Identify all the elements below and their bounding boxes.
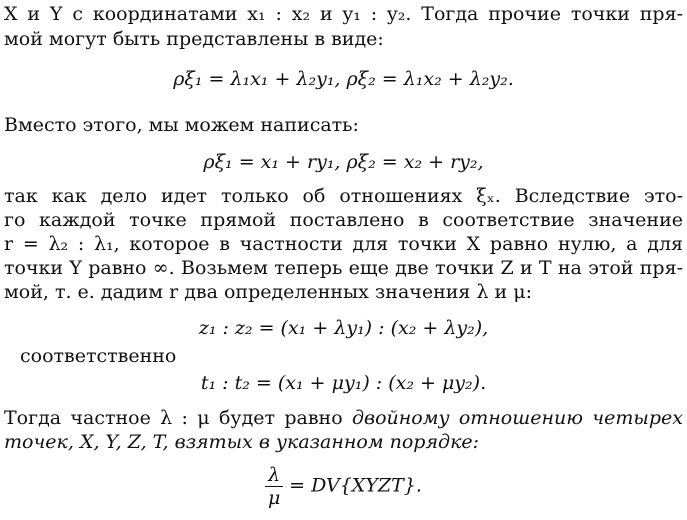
equation-1: ρξ₁ = λ₁x₁ + λ₂y₁, ρξ₂ = λ₁x₂ + λ₂y₂. [173,68,514,90]
equation-5-rhs: = DV{XYZT}. [289,474,422,497]
fraction [265,464,283,509]
text-line-10-italic: двойному отношению четырех [352,407,683,429]
equation-5 [0,464,687,509]
text-line-6: r = λ₂ : λ₁, которое в частности для точки X равно нулю, а для [4,233,683,255]
text-line-10 [4,406,683,430]
text-line-1: X и Y с координатами x₁ : x₂ и y₁ : y₂. Тогда прочие точки пря- [4,3,683,25]
equation-3: z₁ : z₂ = (x₁ + λy₁) : (x₂ + λy₂), [198,317,489,339]
text-line-11: точек, X, Y, Z, T, взятых в указанном порядке: [4,431,480,453]
equation-4: t₁ : t₂ = (x₁ + μy₁) : (x₂ + μy₂). [200,372,487,394]
text-line-3: Вместо этого, мы можем написать: [4,114,359,136]
fraction-denominator: μ [267,487,281,509]
text-line-5: го каждой точке прямой поставлено в соответствие значение [4,209,683,231]
fraction-numerator: λ [265,464,283,487]
text-line-4: так как дело идет только об отношениях ξₓ. Вследствие это- [4,185,683,207]
text-line-9: соответственно [20,345,177,367]
text-line-10-start: Тогда частное λ : μ будет равно [4,407,352,429]
text-line-7: точки Y равно ∞. Возьмем теперь еще две точки Z и T на этой пря- [4,257,683,279]
text-line-8: мой, т. е. дадим r два определенных значения λ и μ: [4,281,532,303]
equation-2: ρξ₁ = x₁ + ry₁, ρξ₂ = x₂ + ry₂, [203,151,484,173]
text-line-2: мой могут быть представлены в виде: [4,28,384,50]
